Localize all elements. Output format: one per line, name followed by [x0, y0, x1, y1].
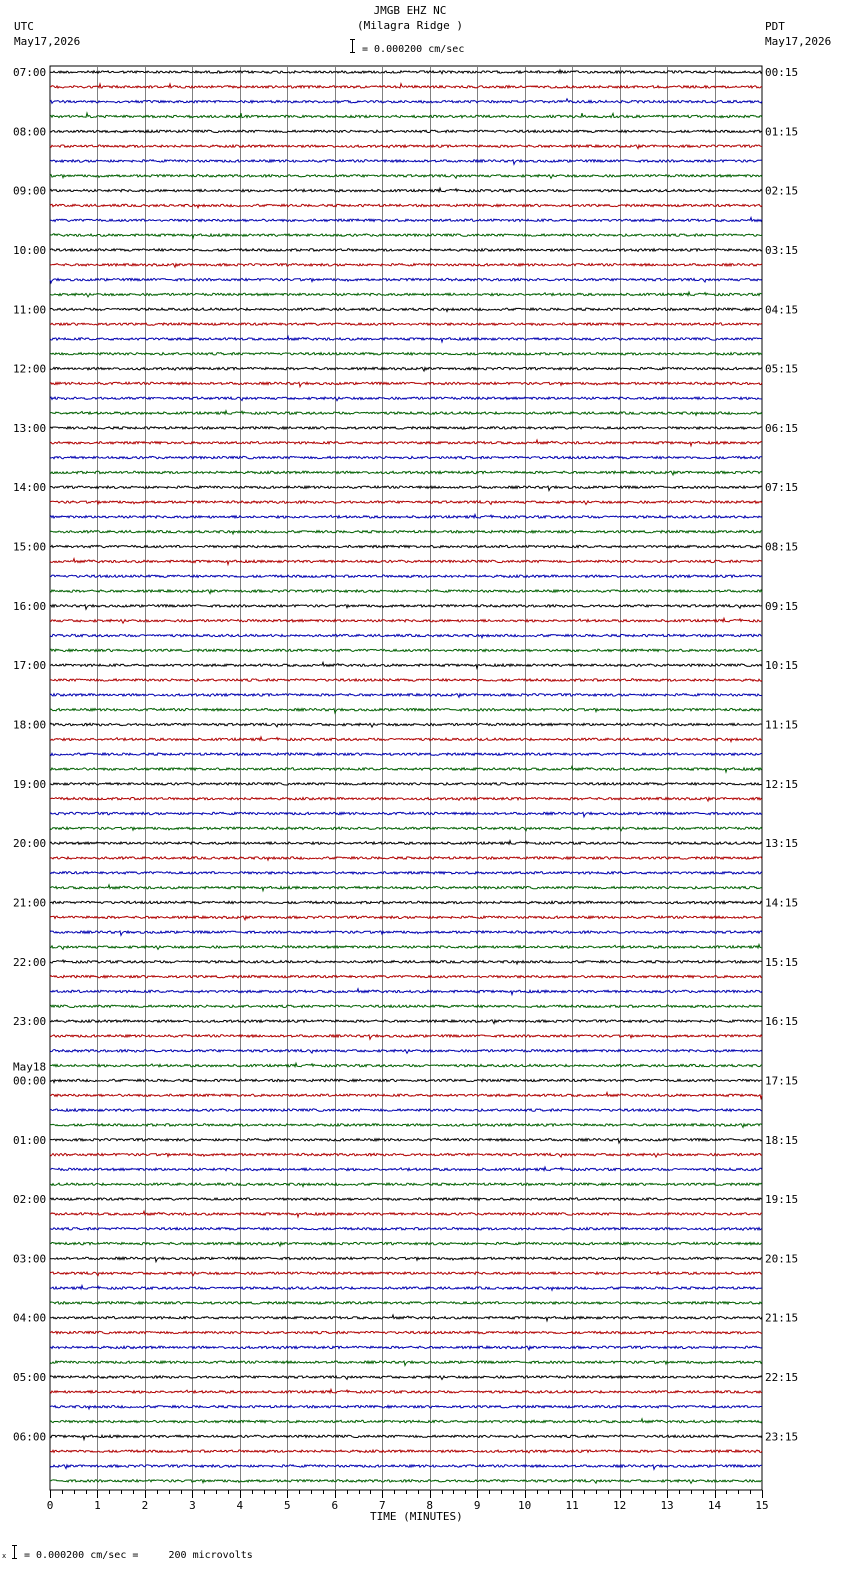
- footer-scale-label: = 0.000200 cm/sec = 200 microvolts: [24, 1550, 253, 1561]
- trace-25: [50, 440, 762, 446]
- trace-55: [50, 885, 762, 891]
- trace-71: [50, 1124, 762, 1128]
- right-hour-label: 13:15: [765, 837, 799, 851]
- trace-18: [50, 336, 762, 342]
- trace-72: [50, 1139, 762, 1143]
- trace-22: [50, 397, 762, 401]
- left-hour-label: 04:00: [13, 1311, 47, 1325]
- trace-56: [50, 901, 762, 904]
- trace-54: [50, 872, 762, 874]
- trace-95: [50, 1480, 762, 1484]
- x-axis-title: TIME (MINUTES): [370, 1510, 463, 1523]
- trace-3: [50, 113, 762, 118]
- trace-42: [50, 694, 762, 698]
- trace-57: [50, 916, 762, 920]
- trace-34: [50, 575, 762, 578]
- trace-50: [50, 812, 762, 817]
- left-hour-label: 08:00: [13, 125, 47, 139]
- trace-32: [50, 545, 762, 547]
- left-hour-label: 18:00: [13, 718, 47, 732]
- trace-layer: [50, 70, 762, 1483]
- trace-74: [50, 1167, 762, 1171]
- trace-9: [50, 204, 762, 207]
- left-hour-label: 15:00: [13, 540, 47, 554]
- trace-33: [50, 559, 762, 565]
- trace-73: [50, 1153, 762, 1157]
- trace-10: [50, 218, 762, 222]
- trace-76: [50, 1198, 762, 1200]
- trace-46: [50, 753, 762, 755]
- trace-44: [50, 723, 762, 727]
- trace-80: [50, 1257, 762, 1262]
- right-hour-label: 17:15: [765, 1074, 799, 1088]
- left-hour-label: 17:00: [13, 659, 47, 673]
- trace-21: [50, 382, 762, 387]
- right-hour-label: 10:15: [765, 659, 799, 673]
- trace-31: [50, 531, 762, 534]
- trace-93: [50, 1450, 762, 1453]
- trace-62: [50, 989, 762, 995]
- left-hour-label: 02:00: [13, 1193, 47, 1207]
- right-hour-label: 21:15: [765, 1311, 799, 1325]
- trace-17: [50, 323, 762, 325]
- x-tick-label: 3: [189, 1499, 196, 1512]
- x-tick-label: 15: [755, 1499, 769, 1512]
- left-hour-label: 06:00: [13, 1430, 47, 1444]
- right-hour-label: 20:15: [765, 1252, 799, 1266]
- trace-43: [50, 709, 762, 714]
- trace-86: [50, 1346, 762, 1350]
- trace-45: [50, 737, 762, 742]
- trace-84: [50, 1315, 762, 1321]
- trace-63: [50, 1005, 762, 1007]
- left-hour-label: 19:00: [13, 777, 47, 791]
- scale-label: = 0.000200 cm/sec: [362, 44, 465, 55]
- trace-87: [50, 1361, 762, 1366]
- right-hour-label: 04:15: [765, 303, 799, 317]
- trace-41: [50, 679, 762, 681]
- trace-66: [50, 1050, 762, 1054]
- trace-26: [50, 456, 762, 458]
- right-hour-label: 23:15: [765, 1430, 799, 1444]
- x-tick-label: 6: [331, 1499, 339, 1512]
- trace-81: [50, 1272, 762, 1276]
- left-hour-label: 05:00: [13, 1371, 47, 1385]
- right-hour-label: 02:15: [765, 184, 799, 198]
- trace-19: [50, 353, 762, 355]
- x-tick-label: 5: [284, 1499, 291, 1512]
- right-hour-label: 19:15: [765, 1193, 799, 1207]
- x-tick-label: 7: [378, 1499, 386, 1512]
- x-tick-label: 0: [46, 1499, 54, 1512]
- x-tick-label: 9: [473, 1499, 481, 1512]
- left-hour-label: 23:00: [13, 1015, 47, 1029]
- trace-38: [50, 634, 762, 637]
- right-hour-label: 00:15: [765, 66, 799, 79]
- trace-65: [50, 1035, 762, 1039]
- right-hour-label: 06:15: [765, 421, 799, 435]
- trace-49: [50, 798, 762, 802]
- x-tick-label: 2: [141, 1499, 149, 1512]
- trace-39: [50, 649, 762, 651]
- trace-92: [50, 1435, 762, 1439]
- left-hour-label: 03:00: [13, 1252, 47, 1266]
- trace-70: [50, 1109, 762, 1111]
- trace-59: [50, 945, 762, 950]
- trace-53: [50, 857, 762, 860]
- trace-28: [50, 486, 762, 491]
- right-hour-label: 09:15: [765, 599, 799, 613]
- trace-14: [50, 278, 762, 283]
- date-change-label: May18: [13, 1060, 47, 1074]
- trace-77: [50, 1211, 762, 1217]
- trace-1: [50, 84, 762, 88]
- left-timezone: UTC: [14, 20, 34, 33]
- trace-47: [50, 766, 762, 772]
- trace-30: [50, 515, 762, 519]
- left-hour-label: 20:00: [13, 837, 47, 851]
- left-hour-label: 01:00: [13, 1133, 47, 1147]
- left-hour-label: 13:00: [13, 421, 47, 435]
- trace-48: [50, 783, 762, 785]
- right-hour-label: 18:15: [765, 1133, 799, 1147]
- trace-58: [50, 931, 762, 936]
- x-tick-label: 13: [660, 1499, 674, 1512]
- right-hour-label: 07:15: [765, 481, 799, 495]
- trace-89: [50, 1389, 762, 1393]
- x-tick-label: 4: [236, 1499, 244, 1512]
- x-tick-label: 10: [518, 1499, 532, 1512]
- trace-36: [50, 605, 762, 610]
- trace-2: [50, 99, 762, 104]
- trace-90: [50, 1406, 762, 1409]
- station-title: JMGB EHZ NC: [373, 4, 447, 17]
- right-date: May17,2026: [765, 35, 832, 48]
- trace-85: [50, 1331, 762, 1333]
- x-tick-label: 8: [426, 1499, 434, 1512]
- trace-35: [50, 590, 762, 594]
- trace-8: [50, 188, 762, 192]
- left-hour-label: 09:00: [13, 184, 47, 198]
- left-hour-label: 12:00: [13, 362, 47, 376]
- station-location: (Milagra Ridge ): [357, 19, 463, 32]
- trace-7: [50, 175, 762, 179]
- trace-29: [50, 501, 762, 505]
- left-hour-label: 14:00: [13, 481, 47, 495]
- trace-79: [50, 1242, 762, 1246]
- right-hour-label: 14:15: [765, 896, 799, 910]
- footer-marker: x: [2, 1552, 7, 1560]
- right-hour-label: 05:15: [765, 362, 799, 376]
- trace-12: [50, 249, 762, 252]
- right-hour-label: 22:15: [765, 1371, 799, 1385]
- trace-6: [50, 160, 762, 165]
- x-tick-label: 14: [707, 1499, 722, 1512]
- trace-51: [50, 827, 762, 831]
- trace-24: [50, 427, 762, 429]
- right-hour-label: 03:15: [765, 243, 799, 257]
- right-hour-label: 15:15: [765, 955, 799, 969]
- trace-69: [50, 1093, 762, 1099]
- right-timezone: PDT: [765, 20, 785, 33]
- trace-94: [50, 1465, 762, 1470]
- right-hour-label: 08:15: [765, 540, 799, 554]
- x-tick-label: 1: [94, 1499, 101, 1512]
- trace-83: [50, 1302, 762, 1304]
- trace-23: [50, 411, 762, 416]
- trace-88: [50, 1376, 762, 1380]
- right-hour-label: 12:15: [765, 777, 799, 791]
- x-tick-label: 11: [565, 1499, 579, 1512]
- trace-11: [50, 234, 762, 239]
- trace-60: [50, 960, 762, 964]
- axis-layer: [47, 1490, 769, 1512]
- right-hour-label: 01:15: [765, 125, 799, 139]
- trace-15: [50, 292, 762, 297]
- left-hour-label: 00:00: [13, 1074, 47, 1088]
- left-hour-label: 21:00: [13, 896, 47, 910]
- trace-13: [50, 264, 762, 268]
- footer-scale-bar-icon: [14, 1545, 15, 1559]
- left-date: May17,2026: [14, 35, 81, 48]
- right-hour-label: 16:15: [765, 1015, 799, 1029]
- trace-52: [50, 841, 762, 845]
- left-hour-label: 22:00: [13, 955, 47, 969]
- trace-82: [50, 1286, 762, 1291]
- trace-0: [50, 70, 762, 74]
- trace-5: [50, 145, 762, 149]
- left-hour-label: 10:00: [13, 243, 47, 257]
- trace-64: [50, 1020, 762, 1024]
- trace-27: [50, 471, 762, 475]
- trace-16: [50, 308, 762, 311]
- trace-91: [50, 1419, 762, 1423]
- x-tick-label: 12: [612, 1499, 627, 1512]
- trace-40: [50, 662, 762, 668]
- trace-68: [50, 1079, 762, 1082]
- trace-78: [50, 1228, 762, 1231]
- left-hour-label: 11:00: [13, 303, 47, 317]
- trace-4: [50, 130, 762, 132]
- right-hour-label: 11:15: [765, 718, 799, 732]
- trace-20: [50, 367, 762, 371]
- trace-67: [50, 1063, 762, 1067]
- trace-37: [50, 618, 762, 623]
- left-hour-label: 07:00: [13, 66, 47, 79]
- trace-61: [50, 975, 762, 977]
- trace-75: [50, 1183, 762, 1186]
- left-hour-label: 16:00: [13, 599, 47, 613]
